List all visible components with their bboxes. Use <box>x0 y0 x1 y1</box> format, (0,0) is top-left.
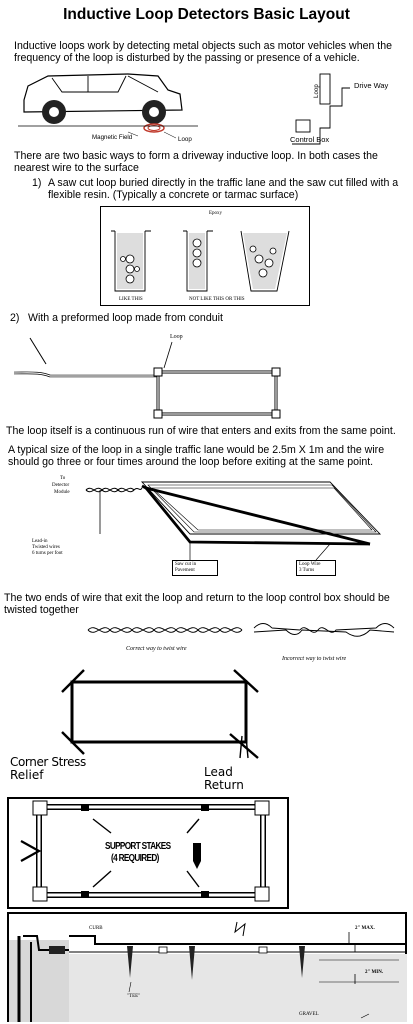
driveway-diagram <box>290 74 410 150</box>
loop-wire-note <box>296 560 336 576</box>
correct-twist-label: Correct way to twist wire <box>126 646 187 652</box>
saw-cut-label: Saw cut in <box>175 562 197 567</box>
intro-paragraph: Inductive loops work by detecting metal objects such as motor vehicles when the frequency of the loop is disturbed by the passing or presence of a vehicle. <box>14 40 393 65</box>
magnetic-field-label: Magnetic Field <box>92 134 133 141</box>
curb-label: CURB <box>89 926 103 931</box>
way1-number: 1) <box>32 177 42 189</box>
support-stakes-label: SUPPORT STAKES <box>105 841 171 852</box>
corner-stress-label: Corner Stress <box>10 755 86 769</box>
sawcut-figure <box>100 206 310 306</box>
support-stakes-figure <box>7 797 289 909</box>
turns-label: 3 Turns <box>299 568 315 573</box>
max-label: 2" MAX. <box>355 926 375 931</box>
loop-wire-label: Loop Wire <box>299 562 321 567</box>
lead-in-label: Lead-in <box>32 539 48 544</box>
way2-number: 2) <box>10 312 20 324</box>
twist-figure <box>86 616 410 662</box>
typical-paragraph: A typical size of the loop in a single traffic lane would be 2.5m X 1m and the wire should go three or four times around the loop before exiting at the same point. <box>8 444 385 469</box>
car-loop-figure <box>18 66 198 146</box>
incorrect-twist-label: Incorrect way to twist wire <box>282 656 347 662</box>
relief-label: Relief <box>10 768 44 782</box>
way2-text: With a preformed loop made from conduit <box>28 312 223 324</box>
conduit-loop-figure <box>10 330 300 422</box>
drive-way-label: Drive Way <box>354 81 389 90</box>
cross-section-figure <box>7 912 407 1022</box>
loop-label: Loop <box>178 136 192 143</box>
page-title: Inductive Loop Detectors Basic Layout <box>63 6 350 23</box>
not-like-this-label: NOT LIKE THIS OR THIS <box>189 297 245 302</box>
module-label: Module <box>54 490 70 495</box>
loop-vertical-label: Loop <box>313 84 320 98</box>
two-ways-paragraph: There are two basic ways to form a driveway inductive loop. In both cases the nearest wire to the surface <box>14 150 378 175</box>
twisted-label: Twisted wires <box>32 545 60 550</box>
epoxy-label: Epoxy <box>209 211 223 216</box>
conduit-loop-label: Loop <box>170 334 183 340</box>
corner-stress-figure <box>10 662 300 794</box>
like-this-label: LIKE THIS <box>119 297 143 302</box>
lead-in-note <box>30 538 84 564</box>
gravel-label: GRAVEL <box>299 1012 319 1017</box>
min-label: 2" MIN. <box>365 970 384 975</box>
way1-text: A saw cut loop buried directly in the traffic lane and the saw cut filled with a flexible resin. (Typically a concrete or tarmac surface) <box>48 177 399 202</box>
two-ends-paragraph: The two ends of wire that exit the loop and return to the loop control box should be twisted together <box>4 592 390 617</box>
detector-label: Detector <box>52 483 70 488</box>
turns-per-foot-label: 6 turns per foot <box>32 551 63 556</box>
continuous-paragraph: The loop itself is a continuous run of wire that enters and exits from the same point. <box>6 425 396 437</box>
saw-cut-note <box>172 560 218 576</box>
lead-label: Lead <box>204 765 233 779</box>
tee-label: "TEE" <box>127 994 141 999</box>
detector-module-figure <box>30 474 395 582</box>
to-label: To <box>60 476 66 481</box>
required-label: (4 REQUIRED) <box>111 853 159 864</box>
return-label: Return <box>204 778 244 792</box>
pavement-label: Pavement <box>175 568 195 573</box>
control-box-label: Control Box <box>290 135 330 144</box>
